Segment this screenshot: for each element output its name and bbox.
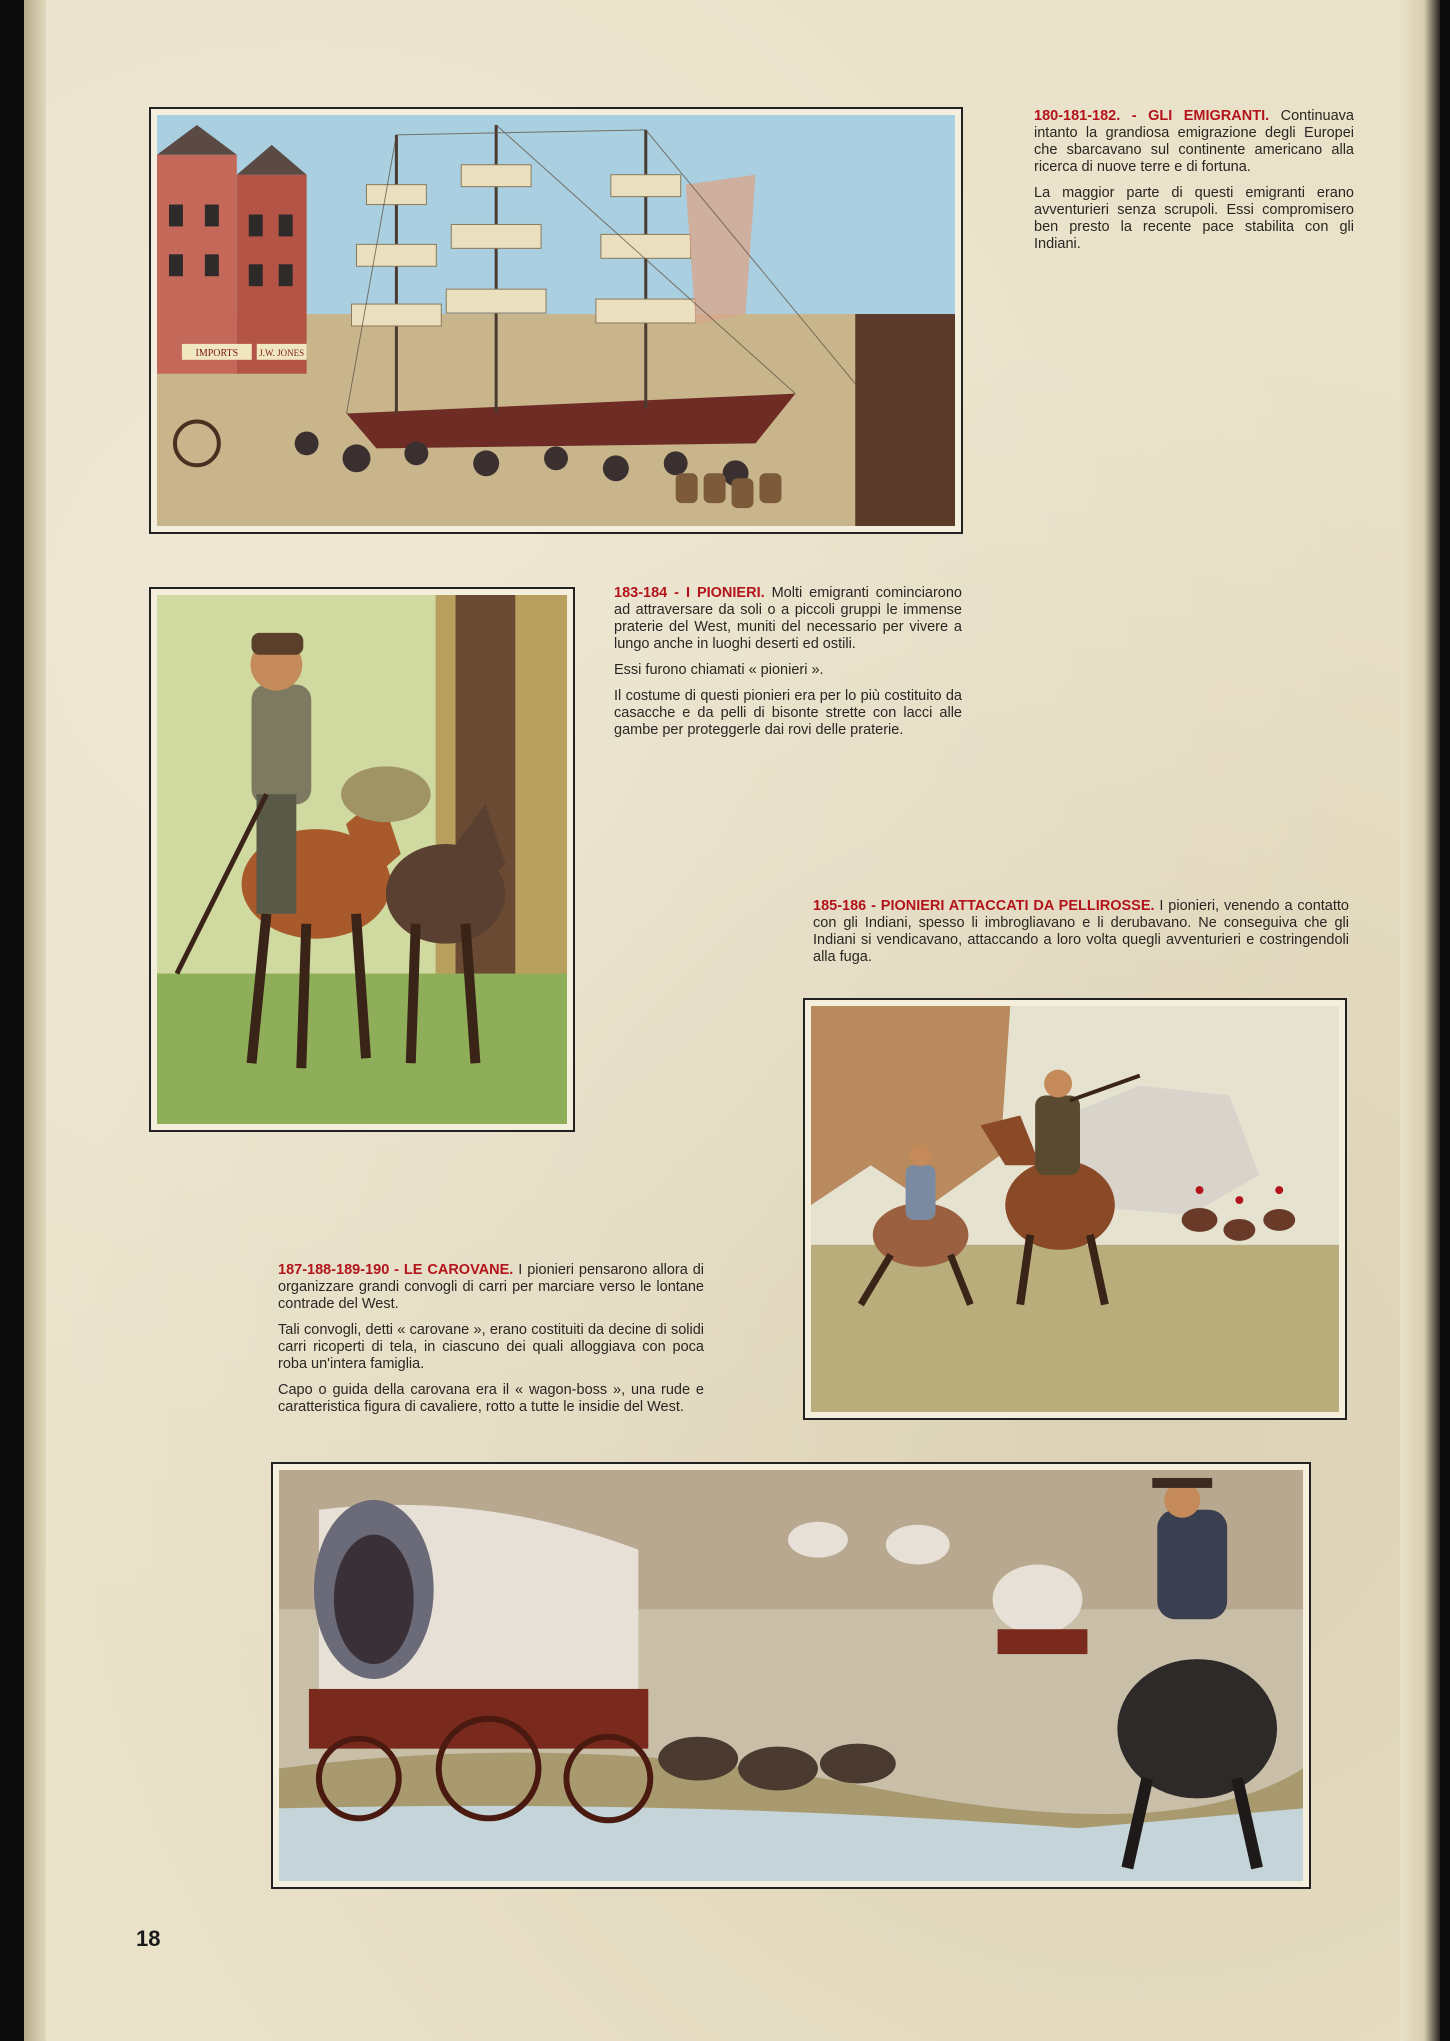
page-edge	[1400, 0, 1440, 2041]
pionieri-text-1: Molti emigranti cominciarono ad attraversare da soli o a piccoli gruppi le immense praterie del West, muniti del necessario per vivere a lungo anche in luoghi deserti ed ostili.	[614, 585, 962, 652]
attaccati-text-1: I pionieri, venendo a contatto con gli Indiani, spesso li imbrogliavano e li derubavano. Ne conseguiva che gli Indiani si vendicavano, attaccando a loro volta quegli avventurieri e costringendoli alla fuga.	[813, 898, 1349, 965]
carovane-text-2: Tali convogli, detti « carovane », erano costituiti da decine di solidi carri ricoperti di tela, in ciascuno dei quali alloggiava con poca roba un'intera famiglia.	[278, 1322, 704, 1372]
page-number: 18	[136, 1926, 161, 1951]
imports-sign: IMPORTS	[195, 347, 239, 359]
pionieri-caption	[614, 585, 962, 748]
carovane-text-3: Capo o guida della carovana era il « wagon-boss », una rude e caratteristica figura di cavaliere, rotto a tutte le insidie del West.	[278, 1382, 704, 1415]
emigranti-caption	[1034, 108, 1354, 262]
pionieri-illustration	[149, 587, 575, 1132]
emigranti-heading: 180-181-182. - GLI EMIGRANTI.	[1034, 108, 1270, 124]
emigranti-text-1: Continuava intanto la grandiosa emigrazione degli Europei che sbarcavano sul continente americano alla ricerca di nuove terre e di fortuna.	[1034, 108, 1354, 175]
carovane-caption	[278, 1262, 704, 1425]
carovane-illustration	[271, 1462, 1311, 1889]
carovane-heading: 187-188-189-190 - LE CAROVANE.	[278, 1262, 514, 1278]
attaccati-illustration	[803, 998, 1347, 1420]
pionieri-text-3: Il costume di questi pionieri era per lo più costituito da casacche e da pelli di bisonte strette con lacci alle gambe per proteggerle dai rovi delle praterie.	[614, 688, 962, 738]
attaccati-caption	[813, 898, 1349, 975]
emigranti-illustration	[149, 107, 963, 534]
pionieri-text-2: Essi furono chiamati « pionieri ».	[614, 662, 824, 678]
attaccati-heading: 185-186 - PIONIERI ATTACCATI DA PELLIROSSE.	[813, 898, 1155, 914]
shop-sign: J.W. JONES	[259, 347, 305, 358]
pionieri-heading: 183-184 - I PIONIERI.	[614, 585, 765, 601]
page-spine	[24, 0, 46, 2041]
carovane-text-1: I pionieri pensarono allora di organizzare grandi convogli di carri per marciare verso le lontane contrade del West.	[278, 1262, 705, 1312]
emigranti-text-2: La maggior parte di questi emigranti erano avventurieri senza scrupoli. Essi compromisero ben presto la recente pace stabilita con gli Indiani.	[1034, 185, 1354, 252]
